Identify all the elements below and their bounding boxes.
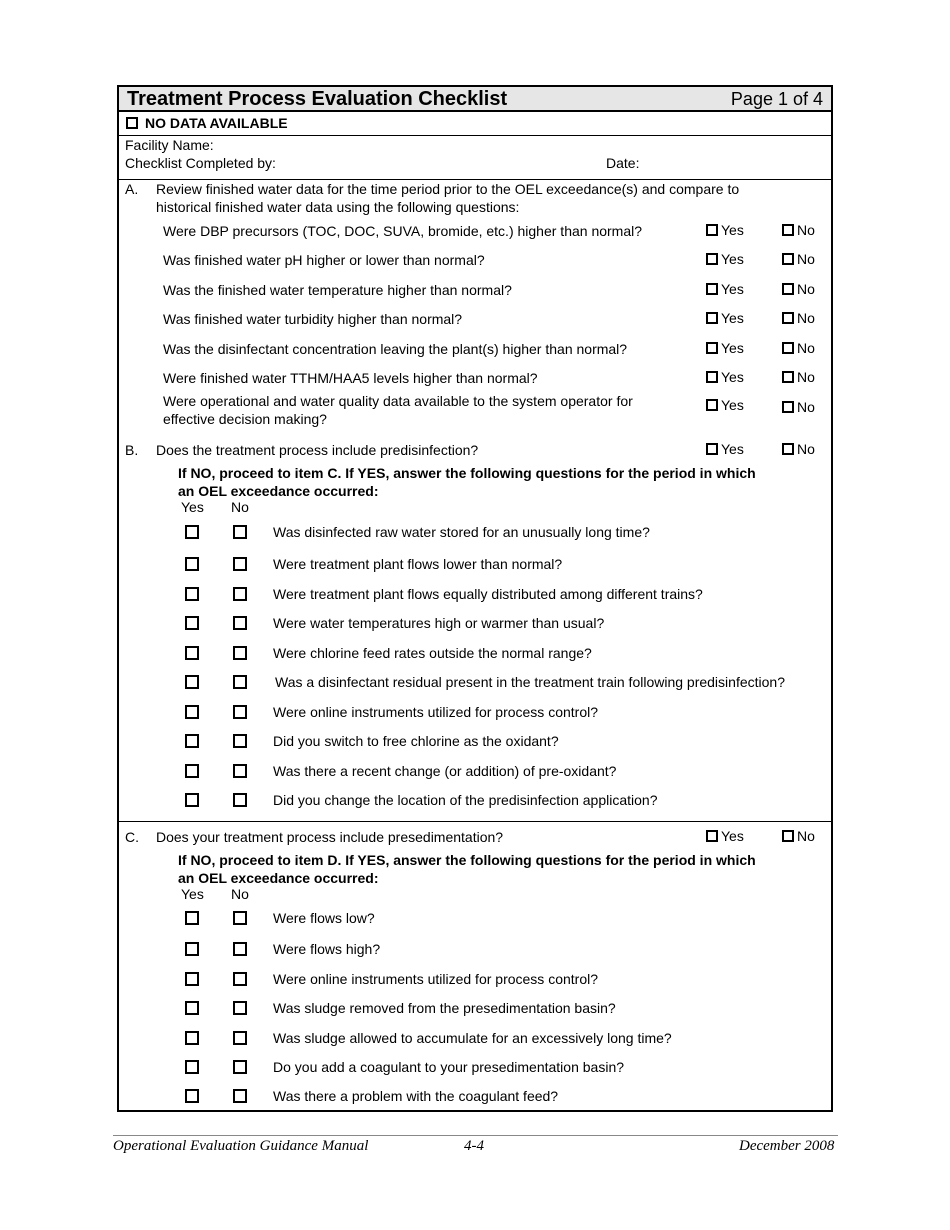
- yes-checkbox[interactable]: [706, 443, 718, 455]
- no-option[interactable]: No: [782, 441, 815, 457]
- yes-checkbox[interactable]: [185, 557, 199, 571]
- no-column-header: No: [231, 886, 249, 902]
- yes-option[interactable]: Yes: [706, 222, 744, 238]
- no-option[interactable]: No: [782, 310, 815, 326]
- question-text: Were finished water TTHM/HAA5 levels higher than normal?: [163, 370, 538, 386]
- no-data-label: NO DATA AVAILABLE: [145, 115, 288, 131]
- no-option[interactable]: No: [782, 369, 815, 385]
- no-option[interactable]: No: [782, 828, 815, 844]
- yes-option[interactable]: Yes: [706, 397, 744, 413]
- question-text: Was there a recent change (or addition) of pre-oxidant?: [273, 763, 617, 779]
- yes-option[interactable]: Yes: [706, 281, 744, 297]
- no-checkbox[interactable]: [782, 312, 794, 324]
- footer-manual-title: Operational Evaluation Guidance Manual: [113, 1138, 369, 1154]
- footer-rule: [113, 1135, 838, 1136]
- no-checkbox[interactable]: [233, 972, 247, 986]
- section-c-question: Does your treatment process include presedimentation?: [156, 829, 504, 845]
- no-checkbox[interactable]: [233, 675, 247, 689]
- no-checkbox[interactable]: [233, 764, 247, 778]
- yes-option[interactable]: Yes: [706, 251, 744, 267]
- facility-name-label: Facility Name:: [125, 137, 214, 153]
- yes-checkbox[interactable]: [185, 646, 199, 660]
- section-b-instruction: an OEL exceedance occurred:: [178, 483, 379, 499]
- no-checkbox[interactable]: [233, 1060, 247, 1074]
- divider: [117, 821, 833, 822]
- question-text: Were online instruments utilized for process control?: [273, 971, 599, 987]
- question-text: Were treatment plant flows equally distributed among different trains?: [273, 586, 703, 602]
- no-checkbox[interactable]: [233, 646, 247, 660]
- no-option[interactable]: No: [782, 399, 815, 415]
- section-a-intro: historical finished water data using the following questions:: [156, 199, 520, 215]
- section-b-instruction: If NO, proceed to item C. If YES, answer the following questions for the period in which: [178, 465, 756, 481]
- question-text: Did you switch to free chlorine as the oxidant?: [273, 733, 559, 749]
- no-checkbox[interactable]: [233, 911, 247, 925]
- section-c-instruction: If NO, proceed to item D. If YES, answer the following questions for the period in which: [178, 852, 756, 868]
- page-number: Page 1 of 4: [730, 89, 823, 109]
- no-checkbox[interactable]: [233, 557, 247, 571]
- question-text: Were online instruments utilized for process control?: [273, 704, 599, 720]
- question-text: Were flows high?: [273, 941, 381, 957]
- section-a-letter: A.: [125, 181, 139, 197]
- no-checkbox[interactable]: [233, 525, 247, 539]
- yes-checkbox[interactable]: [706, 224, 718, 236]
- footer-page-number: 4-4: [464, 1138, 484, 1154]
- divider: [117, 135, 833, 136]
- question-text: Were water temperatures high or warmer than usual?: [273, 615, 605, 631]
- no-checkbox[interactable]: [233, 1089, 247, 1103]
- question-text: Was disinfected raw water stored for an unusually long time?: [273, 524, 650, 540]
- no-checkbox[interactable]: [233, 734, 247, 748]
- yes-checkbox[interactable]: [185, 1001, 199, 1015]
- question-text: Did you change the location of the predisinfection application?: [273, 792, 658, 808]
- no-checkbox[interactable]: [782, 401, 794, 413]
- yes-checkbox[interactable]: [706, 371, 718, 383]
- yes-checkbox[interactable]: [185, 1060, 199, 1074]
- no-column-header: No: [231, 499, 249, 515]
- question-text: Was sludge removed from the presedimentation basin?: [273, 1000, 616, 1016]
- no-checkbox[interactable]: [233, 705, 247, 719]
- yes-option[interactable]: Yes: [706, 310, 744, 326]
- yes-checkbox[interactable]: [185, 734, 199, 748]
- no-checkbox[interactable]: [782, 830, 794, 842]
- yes-column-header: Yes: [181, 886, 204, 902]
- section-b-letter: B.: [125, 442, 139, 458]
- question-text: Was there a problem with the coagulant feed?: [273, 1088, 559, 1104]
- section-c-letter: C.: [125, 829, 139, 845]
- footer-date: December 2008: [739, 1138, 835, 1154]
- question-text: Was sludge allowed to accumulate for an excessively long time?: [273, 1030, 672, 1046]
- no-checkbox[interactable]: [782, 371, 794, 383]
- no-option[interactable]: No: [782, 281, 815, 297]
- yes-checkbox[interactable]: [185, 972, 199, 986]
- question-text: Do you add a coagulant to your presedimentation basin?: [273, 1059, 625, 1075]
- no-checkbox[interactable]: [782, 253, 794, 265]
- question-text: Were DBP precursors (TOC, DOC, SUVA, bromide, etc.) higher than normal?: [163, 223, 643, 239]
- yes-checkbox[interactable]: [185, 911, 199, 925]
- question-text: Was the disinfectant concentration leaving the plant(s) higher than normal?: [163, 341, 628, 357]
- yes-option[interactable]: Yes: [706, 441, 744, 457]
- no-checkbox[interactable]: [782, 283, 794, 295]
- question-text: Were flows low?: [273, 910, 375, 926]
- page-title: Treatment Process Evaluation Checklist: [127, 88, 508, 110]
- yes-checkbox[interactable]: [185, 1089, 199, 1103]
- question-text: Was a disinfectant residual present in the treatment train following predisinfection?: [275, 674, 785, 690]
- no-checkbox[interactable]: [233, 1001, 247, 1015]
- yes-checkbox[interactable]: [185, 616, 199, 630]
- no-checkbox[interactable]: [233, 587, 247, 601]
- yes-checkbox[interactable]: [706, 283, 718, 295]
- yes-option[interactable]: Yes: [706, 369, 744, 385]
- no-option[interactable]: No: [782, 222, 815, 238]
- yes-checkbox[interactable]: [706, 830, 718, 842]
- question-text: Were treatment plant flows lower than normal?: [273, 556, 563, 572]
- title-bar: [119, 87, 831, 112]
- yes-option[interactable]: Yes: [706, 828, 744, 844]
- section-a-intro: Review finished water data for the time period prior to the OEL exceedance(s) and compare to: [156, 181, 740, 197]
- question-text: Was finished water pH higher or lower than normal?: [163, 252, 485, 268]
- section-b-question: Does the treatment process include predisinfection?: [156, 442, 479, 458]
- yes-checkbox[interactable]: [185, 793, 199, 807]
- yes-checkbox[interactable]: [706, 342, 718, 354]
- no-option[interactable]: No: [782, 251, 815, 267]
- question-text: Was finished water turbidity higher than normal?: [163, 311, 463, 327]
- date-label: Date:: [606, 155, 640, 171]
- no-checkbox[interactable]: [233, 793, 247, 807]
- divider: [117, 179, 833, 180]
- no-checkbox[interactable]: [782, 342, 794, 354]
- no-checkbox[interactable]: [782, 224, 794, 236]
- question-text: Was the finished water temperature higher than normal?: [163, 282, 512, 298]
- yes-checkbox[interactable]: [706, 399, 718, 411]
- yes-checkbox[interactable]: [185, 675, 199, 689]
- yes-checkbox[interactable]: [706, 253, 718, 265]
- yes-option[interactable]: Yes: [706, 340, 744, 356]
- no-checkbox[interactable]: [233, 616, 247, 630]
- yes-checkbox[interactable]: [185, 1031, 199, 1045]
- yes-checkbox[interactable]: [185, 764, 199, 778]
- question-text: Were chlorine feed rates outside the normal range?: [273, 645, 592, 661]
- question-text: Were operational and water quality data available to the system operator for: [163, 393, 633, 409]
- yes-checkbox[interactable]: [185, 942, 199, 956]
- no-option[interactable]: No: [782, 340, 815, 356]
- yes-checkbox[interactable]: [185, 525, 199, 539]
- section-c-instruction: an OEL exceedance occurred:: [178, 870, 379, 886]
- question-text: effective decision making?: [163, 411, 327, 427]
- completed-by-label: Checklist Completed by:: [125, 155, 276, 171]
- no-checkbox[interactable]: [233, 1031, 247, 1045]
- yes-checkbox[interactable]: [185, 587, 199, 601]
- yes-checkbox[interactable]: [706, 312, 718, 324]
- no-data-checkbox[interactable]: [126, 117, 138, 129]
- no-checkbox[interactable]: [233, 942, 247, 956]
- yes-checkbox[interactable]: [185, 705, 199, 719]
- no-checkbox[interactable]: [782, 443, 794, 455]
- yes-column-header: Yes: [181, 499, 204, 515]
